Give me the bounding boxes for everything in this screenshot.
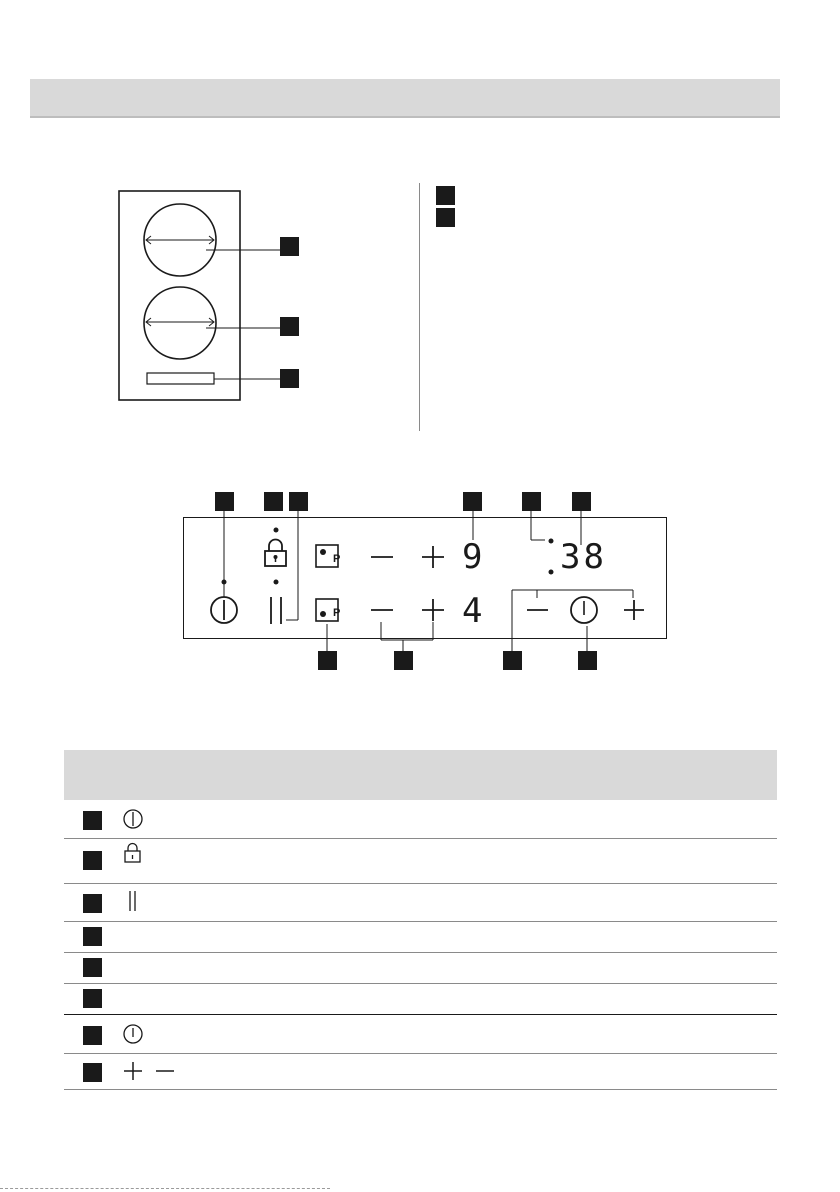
plus-icon[interactable] (624, 600, 644, 620)
table-row (64, 952, 777, 984)
pause-icon (122, 889, 144, 913)
timer-display: 38 (560, 537, 607, 577)
power-icon[interactable] (211, 597, 237, 623)
table-row (64, 800, 777, 839)
power-icon (122, 808, 144, 830)
plus-icon[interactable] (422, 546, 444, 568)
lock-icon[interactable] (265, 540, 286, 567)
table-row (64, 883, 777, 922)
row-marker (83, 894, 102, 913)
table-row (64, 1015, 777, 1054)
row-marker (83, 927, 102, 946)
timer-icon (122, 1023, 144, 1045)
row-marker (83, 989, 102, 1008)
table-row (64, 983, 777, 1015)
table-row (64, 1053, 777, 1090)
table-header (64, 750, 777, 800)
row-marker (83, 1063, 102, 1082)
heat-level-display-top: 9 (462, 537, 483, 577)
page-bottom-rule (0, 1188, 330, 1189)
lock-icon (122, 842, 144, 864)
heat-level-display-bottom: 4 (462, 591, 483, 631)
minus-icon (154, 1060, 176, 1082)
row-marker (83, 1026, 102, 1045)
table-row (64, 921, 777, 953)
cookzone-p-label-bottom: P (333, 607, 341, 619)
plus-icon[interactable] (422, 599, 444, 621)
pause-icon[interactable] (271, 597, 281, 624)
timer-icon[interactable] (571, 597, 597, 623)
cookzone-p-label-top: P (333, 553, 341, 565)
table-row (64, 838, 777, 884)
row-marker (83, 958, 102, 977)
row-marker (83, 811, 102, 830)
row-marker (83, 851, 102, 870)
